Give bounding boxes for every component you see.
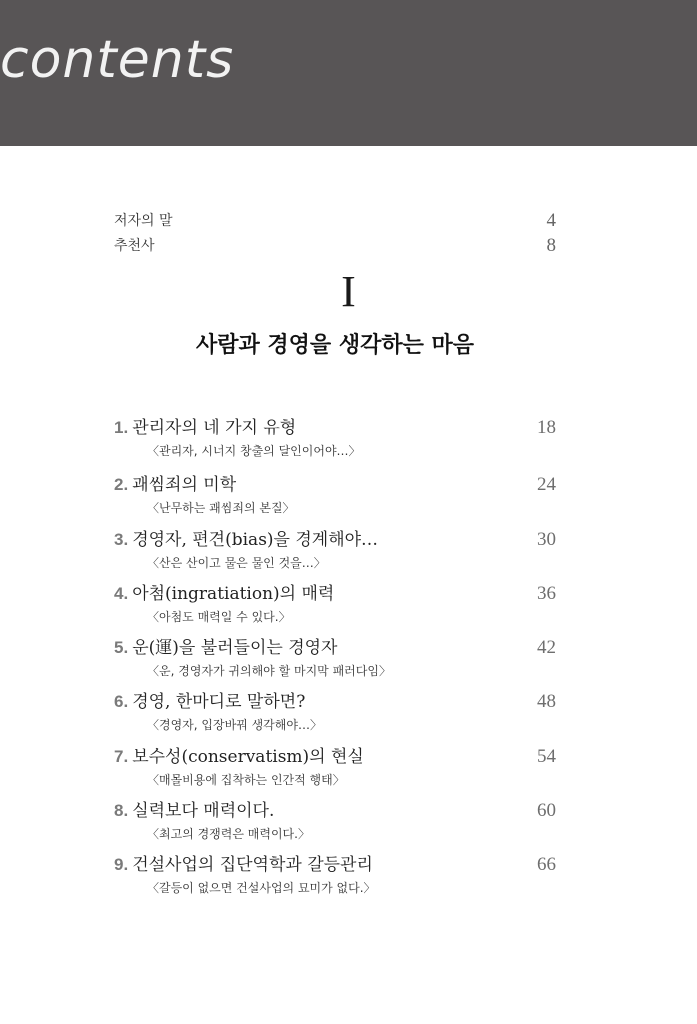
toc-entry-title: 경영, 한마디로 말하면? bbox=[132, 692, 306, 712]
toc-entry-page: 30 bbox=[537, 529, 556, 550]
toc-entry-number: 6. bbox=[114, 692, 129, 711]
toc-entry-page: 24 bbox=[537, 474, 556, 495]
toc-entry[interactable] bbox=[114, 689, 556, 739]
toc-entry-title: 괘씸죄의 미학 bbox=[132, 475, 237, 495]
page-title: contents bbox=[0, 30, 235, 90]
toc-entry-heading bbox=[114, 581, 334, 607]
toc-entry[interactable] bbox=[114, 527, 556, 577]
toc-entry-subtitle: 〈산은 산이고 물은 물인 것을…〉 bbox=[147, 556, 326, 570]
toc-entry[interactable] bbox=[114, 852, 556, 902]
toc-entry-title: 경영자, 편견(bias)을 경계해야… bbox=[132, 530, 379, 550]
toc-entry-number: 7. bbox=[114, 747, 129, 766]
front-matter-row[interactable] bbox=[114, 235, 556, 257]
toc-entry-subtitle: 〈갈등이 없으면 건설사업의 묘미가 없다.〉 bbox=[147, 881, 376, 895]
toc-entry-number: 2. bbox=[114, 475, 129, 494]
front-matter-page: 4 bbox=[546, 210, 556, 231]
toc-entry-subtitle: 〈난무하는 괘씸죄의 본질〉 bbox=[147, 501, 295, 515]
toc-entry-number: 1. bbox=[114, 418, 129, 437]
toc-entry-title: 실력보다 매력이다. bbox=[132, 801, 275, 821]
toc-entry-page: 42 bbox=[537, 637, 556, 658]
toc-entry-subtitle: 〈운, 경영자가 귀의해야 할 마지막 패러다임〉 bbox=[147, 664, 391, 678]
toc-entry-number: 4. bbox=[114, 584, 129, 603]
part-number: I bbox=[341, 267, 356, 316]
toc-entry[interactable] bbox=[114, 744, 556, 794]
toc-entry-page: 36 bbox=[537, 583, 556, 604]
toc-entry-page: 54 bbox=[537, 746, 556, 767]
toc-entry-number: 5. bbox=[114, 638, 129, 657]
toc-entry-heading bbox=[114, 852, 373, 878]
toc-entry-page: 48 bbox=[537, 691, 556, 712]
toc-entry-subtitle: 〈최고의 경쟁력은 매력이다.〉 bbox=[147, 827, 310, 841]
front-matter-page: 8 bbox=[546, 235, 556, 256]
toc-entry-number: 8. bbox=[114, 801, 129, 820]
front-matter-row[interactable] bbox=[114, 210, 556, 232]
header-banner bbox=[0, 0, 697, 146]
toc-entry[interactable] bbox=[114, 798, 556, 848]
toc-entry-heading bbox=[114, 635, 337, 661]
toc-entry-title: 관리자의 네 가지 유형 bbox=[132, 418, 297, 438]
toc-entry[interactable] bbox=[114, 415, 556, 465]
toc-entry-heading bbox=[114, 472, 236, 498]
part-title: 사람과 경영을 생각하는 마음 bbox=[195, 333, 474, 358]
toc-entry-title: 아첨(ingratiation)의 매력 bbox=[132, 584, 335, 604]
toc-entry-subtitle: 〈경영자, 입장바꿔 생각해야…〉 bbox=[147, 718, 322, 732]
toc-entry-page: 18 bbox=[537, 417, 556, 438]
toc-entry-number: 3. bbox=[114, 530, 129, 549]
toc-entry-heading bbox=[114, 798, 274, 824]
toc-entry-page: 66 bbox=[537, 854, 556, 875]
toc-entry-title: 운(運)을 불러들이는 경영자 bbox=[132, 638, 338, 658]
toc-entry[interactable] bbox=[114, 472, 556, 522]
toc-entry-heading bbox=[114, 527, 378, 553]
front-matter-label: 추천사 bbox=[114, 238, 155, 254]
toc-entry-subtitle: 〈매몰비용에 집착하는 인간적 행태〉 bbox=[147, 773, 345, 787]
toc-entry-page: 60 bbox=[537, 800, 556, 821]
toc-entry-heading bbox=[114, 415, 296, 441]
toc-entry-subtitle: 〈관리자, 시너지 창출의 달인이어야…〉 bbox=[147, 444, 361, 458]
toc-entry-number: 9. bbox=[114, 855, 129, 874]
toc-entry-title: 건설사업의 집단역학과 갈등관리 bbox=[132, 855, 373, 875]
toc-entry-subtitle: 〈아첨도 매력일 수 있다.〉 bbox=[147, 610, 291, 624]
front-matter-label: 저자의 말 bbox=[114, 213, 173, 229]
toc-entry[interactable] bbox=[114, 635, 556, 685]
toc-entry[interactable] bbox=[114, 581, 556, 631]
toc-entry-title: 보수성(conservatism)의 현실 bbox=[132, 747, 364, 767]
toc-entry-heading bbox=[114, 689, 305, 715]
toc-entry-heading bbox=[114, 744, 364, 770]
